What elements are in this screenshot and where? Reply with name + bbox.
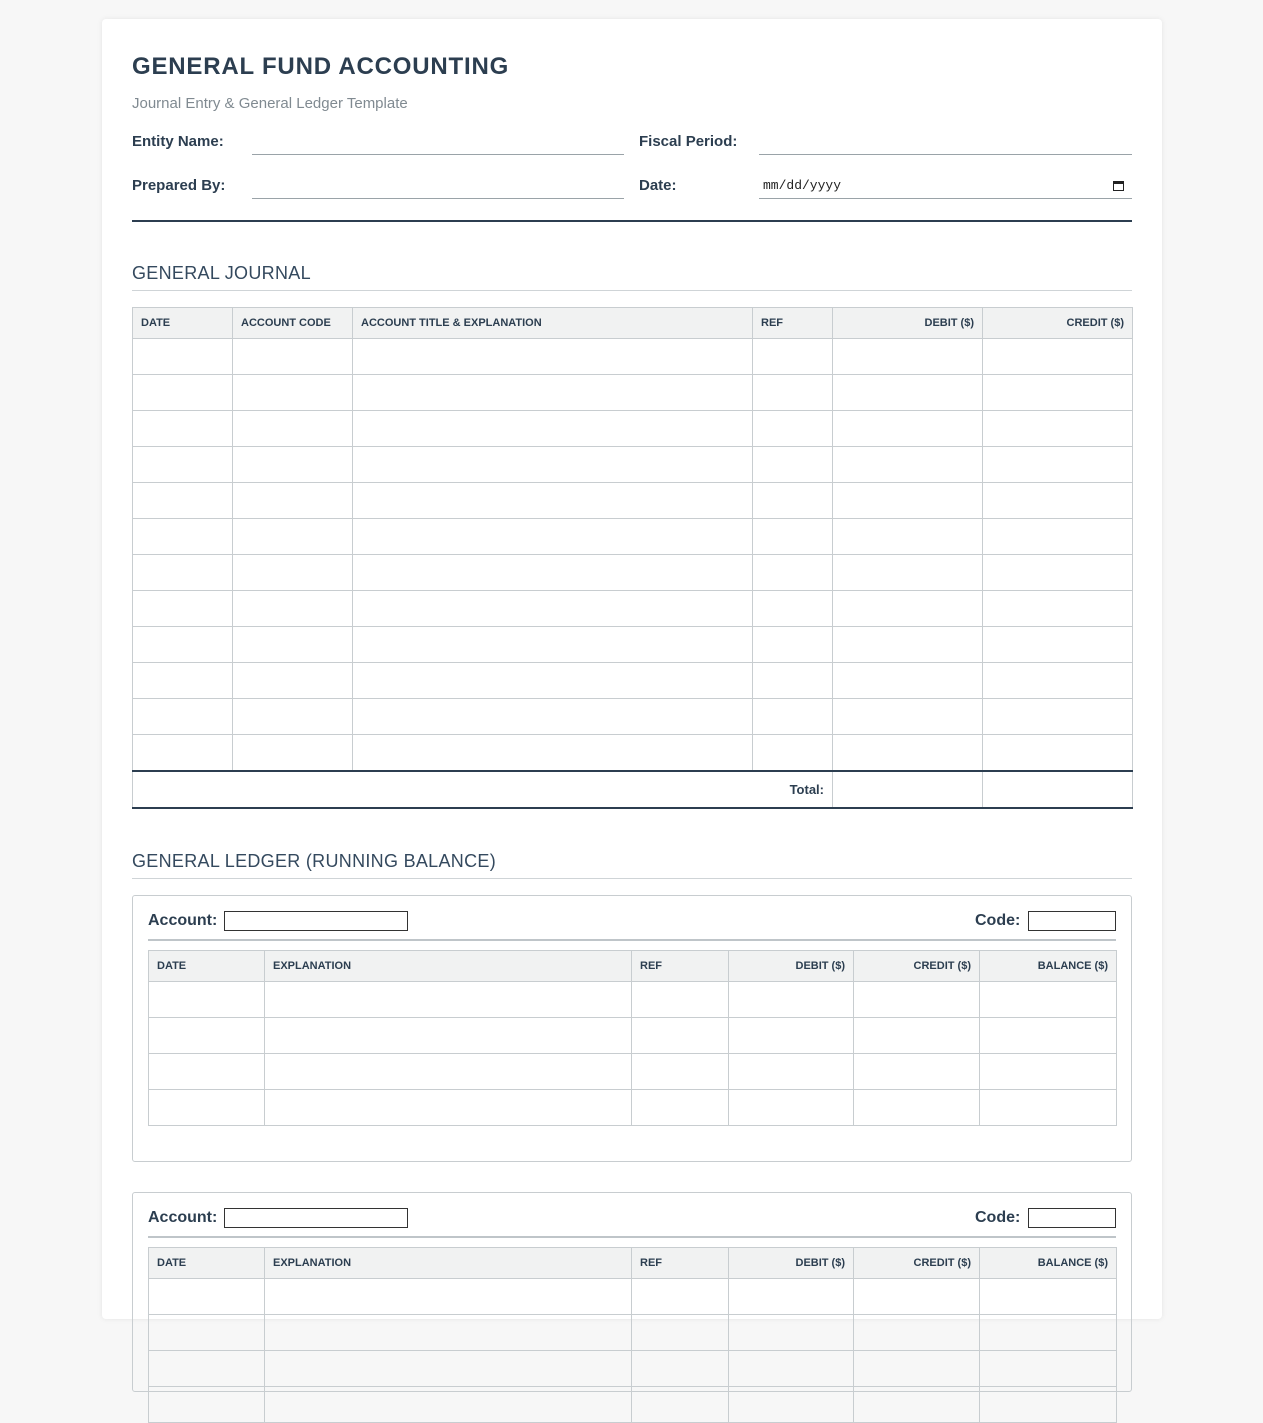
table-cell[interactable] xyxy=(265,1018,632,1054)
table-cell[interactable] xyxy=(983,663,1133,699)
table-row xyxy=(149,1351,1117,1387)
table-cell[interactable] xyxy=(233,483,353,519)
table-cell[interactable] xyxy=(729,1315,854,1351)
col-account-title: ACCOUNT TITLE & EXPLANATION xyxy=(353,308,753,339)
table-cell[interactable] xyxy=(833,339,983,375)
table-cell[interactable] xyxy=(265,982,632,1018)
table-cell[interactable] xyxy=(133,447,233,483)
table-row xyxy=(133,555,1133,591)
ledger-header-row xyxy=(149,1248,1117,1279)
calendar-icon[interactable] xyxy=(1113,181,1124,191)
table-cell[interactable] xyxy=(149,1315,265,1351)
ledger-table xyxy=(148,950,1117,1126)
table-cell[interactable] xyxy=(983,519,1133,555)
table-cell[interactable] xyxy=(353,375,753,411)
table-cell[interactable] xyxy=(980,1315,1117,1351)
table-cell[interactable] xyxy=(833,555,983,591)
col-ref: REF xyxy=(753,308,833,339)
table-cell[interactable] xyxy=(149,1054,265,1090)
date-placeholder: mm/dd/yyyy xyxy=(763,178,842,193)
ledger-account-card xyxy=(132,895,1132,1162)
total-debit-cell[interactable] xyxy=(833,771,983,808)
table-cell[interactable] xyxy=(854,1279,980,1315)
table-cell[interactable] xyxy=(265,1090,632,1126)
table-cell[interactable] xyxy=(983,411,1133,447)
ledger-table xyxy=(148,1247,1117,1423)
date-label: Date: xyxy=(639,177,677,194)
table-cell[interactable] xyxy=(833,411,983,447)
table-cell[interactable] xyxy=(353,447,753,483)
ledger-header-row xyxy=(149,951,1117,982)
code-label: Code: xyxy=(975,912,1021,929)
table-cell[interactable] xyxy=(133,699,233,735)
table-cell[interactable] xyxy=(983,735,1133,771)
table-row xyxy=(149,1315,1117,1351)
document-sheet xyxy=(102,19,1162,1319)
table-cell[interactable] xyxy=(854,1090,980,1126)
table-row xyxy=(133,591,1133,627)
table-cell[interactable] xyxy=(632,982,729,1018)
col-account-code: ACCOUNT CODE xyxy=(233,308,353,339)
table-cell[interactable] xyxy=(983,375,1133,411)
table-cell[interactable] xyxy=(233,339,353,375)
table-cell[interactable] xyxy=(833,627,983,663)
table-cell[interactable] xyxy=(353,339,753,375)
table-row xyxy=(133,411,1133,447)
table-cell[interactable] xyxy=(983,555,1133,591)
table-cell[interactable] xyxy=(980,1090,1117,1126)
table-cell[interactable] xyxy=(833,519,983,555)
table-cell[interactable] xyxy=(854,1054,980,1090)
table-cell[interactable] xyxy=(753,735,833,771)
table-cell[interactable] xyxy=(353,699,753,735)
total-credit-cell[interactable] xyxy=(983,771,1133,808)
table-cell[interactable] xyxy=(983,447,1133,483)
table-row xyxy=(133,735,1133,771)
table-cell[interactable] xyxy=(854,1387,980,1423)
table-cell[interactable] xyxy=(353,555,753,591)
table-cell[interactable] xyxy=(980,982,1117,1018)
prepared-by-input[interactable] xyxy=(252,175,624,199)
table-cell[interactable] xyxy=(133,591,233,627)
col-ref: REF xyxy=(632,1248,729,1279)
table-cell[interactable] xyxy=(753,591,833,627)
col-credit: CREDIT ($) xyxy=(983,308,1133,339)
code-label: Code: xyxy=(975,1209,1021,1226)
table-cell[interactable] xyxy=(980,1351,1117,1387)
col-credit: CREDIT ($) xyxy=(854,951,980,982)
table-cell[interactable] xyxy=(833,663,983,699)
table-cell[interactable] xyxy=(233,627,353,663)
table-cell[interactable] xyxy=(233,375,353,411)
table-row xyxy=(133,339,1133,375)
table-cell[interactable] xyxy=(149,1279,265,1315)
table-cell[interactable] xyxy=(233,555,353,591)
table-cell[interactable] xyxy=(233,591,353,627)
table-cell[interactable] xyxy=(753,375,833,411)
table-cell[interactable] xyxy=(980,1279,1117,1315)
table-row xyxy=(133,375,1133,411)
table-cell[interactable] xyxy=(833,699,983,735)
table-cell[interactable] xyxy=(729,1090,854,1126)
entity-name-label: Entity Name: xyxy=(132,133,224,150)
table-cell[interactable] xyxy=(753,699,833,735)
table-cell[interactable] xyxy=(753,411,833,447)
table-cell[interactable] xyxy=(233,519,353,555)
table-cell[interactable] xyxy=(632,1315,729,1351)
table-cell[interactable] xyxy=(149,1387,265,1423)
col-debit: DEBIT ($) xyxy=(833,308,983,339)
account-input[interactable] xyxy=(224,1208,408,1228)
table-cell[interactable] xyxy=(854,1018,980,1054)
header-divider xyxy=(132,220,1132,222)
table-cell[interactable] xyxy=(729,1054,854,1090)
table-cell[interactable] xyxy=(753,447,833,483)
table-cell[interactable] xyxy=(983,591,1133,627)
table-cell[interactable] xyxy=(353,663,753,699)
table-cell[interactable] xyxy=(233,411,353,447)
col-ref: REF xyxy=(632,951,729,982)
table-cell[interactable] xyxy=(854,1315,980,1351)
account-label: Account: xyxy=(148,1209,218,1226)
table-row xyxy=(149,1054,1117,1090)
table-row xyxy=(133,483,1133,519)
table-cell[interactable] xyxy=(632,1054,729,1090)
journal-header-row xyxy=(133,308,1133,339)
table-row xyxy=(149,1090,1117,1126)
table-cell[interactable] xyxy=(753,663,833,699)
table-cell[interactable] xyxy=(833,591,983,627)
table-cell[interactable] xyxy=(149,1018,265,1054)
table-row xyxy=(149,1387,1117,1423)
table-cell[interactable] xyxy=(983,483,1133,519)
table-cell[interactable] xyxy=(133,483,233,519)
col-date: DATE xyxy=(133,308,233,339)
col-explanation: EXPLANATION xyxy=(265,1248,632,1279)
table-cell[interactable] xyxy=(133,519,233,555)
table-cell[interactable] xyxy=(265,1279,632,1315)
table-row xyxy=(133,699,1133,735)
table-cell[interactable] xyxy=(233,735,353,771)
table-cell[interactable] xyxy=(833,447,983,483)
table-cell[interactable] xyxy=(353,627,753,663)
table-cell[interactable] xyxy=(753,519,833,555)
table-cell[interactable] xyxy=(729,1351,854,1387)
journal-total-row xyxy=(133,771,1133,808)
table-cell[interactable] xyxy=(833,735,983,771)
table-cell[interactable] xyxy=(980,1387,1117,1423)
table-cell[interactable] xyxy=(353,411,753,447)
table-cell[interactable] xyxy=(729,1387,854,1423)
table-cell[interactable] xyxy=(983,627,1133,663)
table-cell[interactable] xyxy=(353,519,753,555)
ledger-section-title: GENERAL LEDGER (RUNNING BALANCE) xyxy=(132,851,1132,879)
table-cell[interactable] xyxy=(854,1351,980,1387)
journal-table xyxy=(132,307,1133,809)
col-debit: DEBIT ($) xyxy=(729,951,854,982)
table-cell[interactable] xyxy=(980,1018,1117,1054)
table-row xyxy=(133,519,1133,555)
col-date: DATE xyxy=(149,1248,265,1279)
table-cell[interactable] xyxy=(632,1279,729,1315)
table-cell[interactable] xyxy=(753,555,833,591)
table-cell[interactable] xyxy=(149,982,265,1018)
col-explanation: EXPLANATION xyxy=(265,951,632,982)
ledger-account-header xyxy=(148,911,1116,941)
table-cell[interactable] xyxy=(983,699,1133,735)
col-balance: BALANCE ($) xyxy=(980,1248,1117,1279)
table-cell[interactable] xyxy=(983,339,1133,375)
page-subtitle: Journal Entry & General Ledger Template xyxy=(132,95,408,112)
fiscal-period-input[interactable] xyxy=(759,131,1132,155)
table-cell[interactable] xyxy=(729,982,854,1018)
col-date: DATE xyxy=(149,951,265,982)
col-credit: CREDIT ($) xyxy=(854,1248,980,1279)
table-cell[interactable] xyxy=(133,411,233,447)
table-cell[interactable] xyxy=(265,1315,632,1351)
table-cell[interactable] xyxy=(753,483,833,519)
table-cell[interactable] xyxy=(149,1351,265,1387)
table-cell[interactable] xyxy=(753,627,833,663)
table-cell[interactable] xyxy=(353,735,753,771)
entity-name-input[interactable] xyxy=(252,131,624,155)
table-cell[interactable] xyxy=(265,1351,632,1387)
table-cell[interactable] xyxy=(233,699,353,735)
table-cell[interactable] xyxy=(980,1054,1117,1090)
code-input[interactable] xyxy=(1028,1208,1116,1228)
table-cell[interactable] xyxy=(133,339,233,375)
table-cell[interactable] xyxy=(265,1387,632,1423)
table-cell[interactable] xyxy=(632,1090,729,1126)
page-title: GENERAL FUND ACCOUNTING xyxy=(132,53,510,80)
table-row xyxy=(149,1018,1117,1054)
date-input[interactable] xyxy=(759,173,1132,199)
ledger-account-header xyxy=(148,1208,1116,1238)
table-cell[interactable] xyxy=(133,735,233,771)
table-cell[interactable] xyxy=(265,1054,632,1090)
table-cell[interactable] xyxy=(133,663,233,699)
table-cell[interactable] xyxy=(833,375,983,411)
table-cell[interactable] xyxy=(632,1351,729,1387)
journal-section-title: GENERAL JOURNAL xyxy=(132,263,1132,291)
table-cell[interactable] xyxy=(729,1279,854,1315)
table-cell[interactable] xyxy=(233,447,353,483)
table-cell[interactable] xyxy=(133,627,233,663)
col-debit: DEBIT ($) xyxy=(729,1248,854,1279)
table-cell[interactable] xyxy=(729,1018,854,1054)
table-cell[interactable] xyxy=(233,663,353,699)
prepared-by-label: Prepared By: xyxy=(132,177,226,194)
table-row xyxy=(149,982,1117,1018)
table-cell[interactable] xyxy=(149,1090,265,1126)
code-input[interactable] xyxy=(1028,911,1116,931)
table-row xyxy=(133,627,1133,663)
account-label: Account: xyxy=(148,912,218,929)
table-cell[interactable] xyxy=(353,483,753,519)
table-row xyxy=(149,1279,1117,1315)
table-cell[interactable] xyxy=(133,375,233,411)
table-cell[interactable] xyxy=(753,339,833,375)
fiscal-period-label: Fiscal Period: xyxy=(639,133,738,150)
total-label: Total: xyxy=(133,771,833,808)
table-cell[interactable] xyxy=(632,1018,729,1054)
table-cell[interactable] xyxy=(632,1387,729,1423)
table-cell[interactable] xyxy=(133,555,233,591)
col-balance: BALANCE ($) xyxy=(980,951,1117,982)
account-input[interactable] xyxy=(224,911,408,931)
table-cell[interactable] xyxy=(353,591,753,627)
table-cell[interactable] xyxy=(854,982,980,1018)
table-row xyxy=(133,663,1133,699)
table-row xyxy=(133,447,1133,483)
ledger-account-card xyxy=(132,1192,1132,1392)
table-cell[interactable] xyxy=(833,483,983,519)
